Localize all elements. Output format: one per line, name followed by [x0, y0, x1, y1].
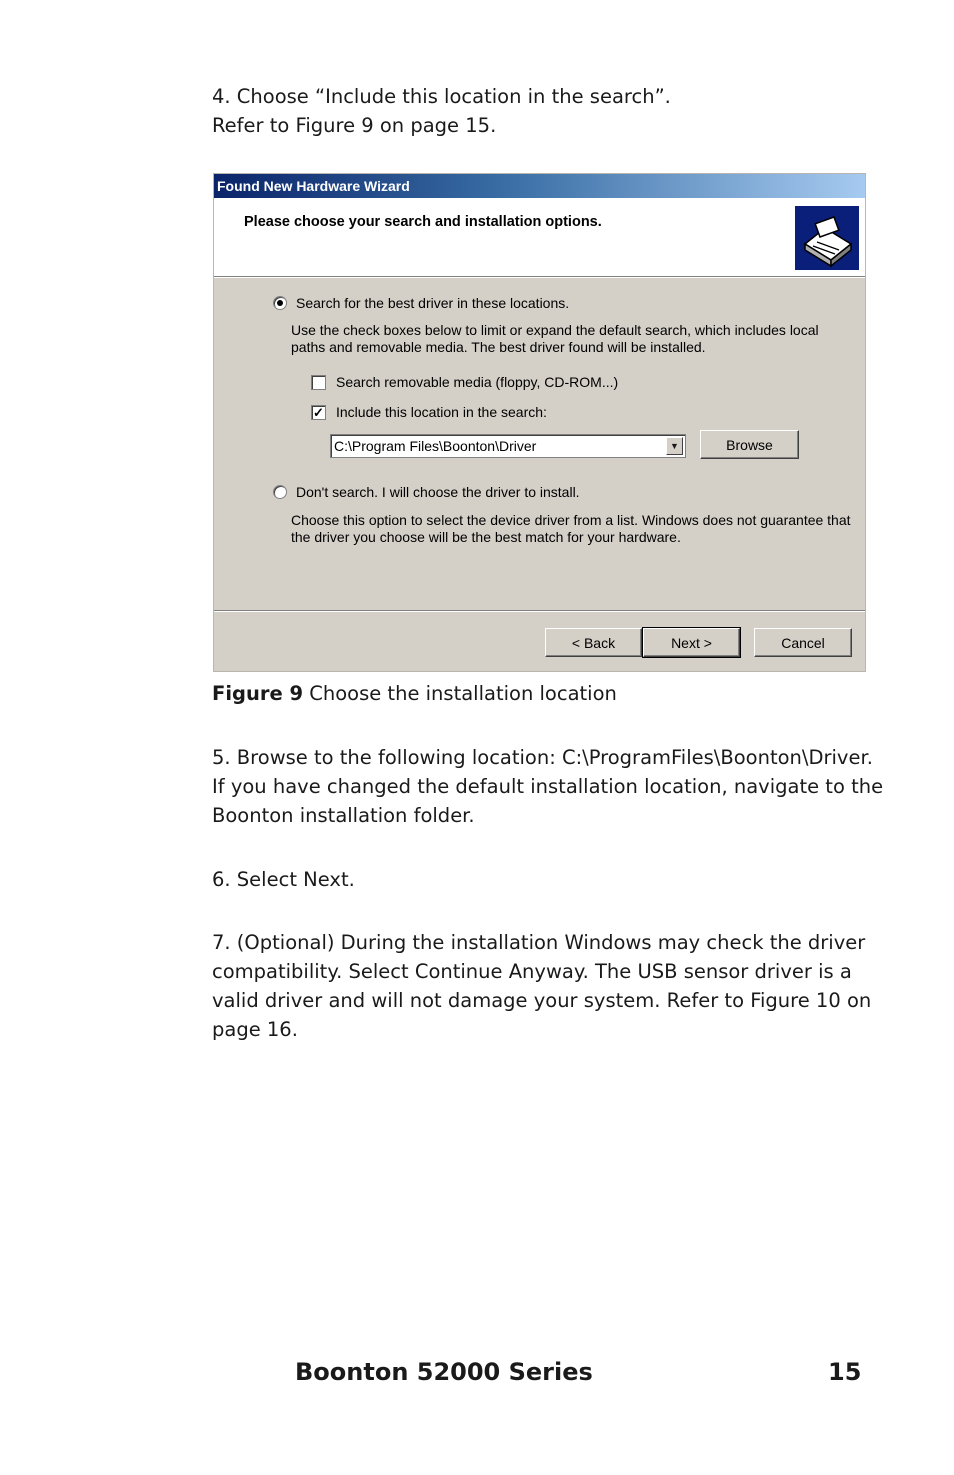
- wizard-title-bar: [214, 174, 865, 198]
- checkbox-include-row[interactable]: [311, 404, 547, 420]
- wizard-title: Found New Hardware Wizard: [217, 178, 410, 194]
- step-4-text: [212, 82, 671, 140]
- step-5-line-2: If you have changed the default installation location, navigate to the: [212, 775, 884, 798]
- step-5-line-1: 5. Browse to the following location: C:\ProgramFiles\Boonton\Driver.: [212, 746, 873, 769]
- footer-separator: [214, 610, 865, 612]
- radio-search-selected-icon[interactable]: [273, 296, 287, 310]
- back-button[interactable]: < Back: [545, 628, 642, 657]
- checkbox-removable-unchecked-icon[interactable]: [311, 375, 326, 390]
- figure-caption: [212, 681, 617, 707]
- option-dont-search-description: [291, 512, 851, 546]
- browse-button[interactable]: Browse: [700, 430, 799, 459]
- step-5-text: [212, 743, 883, 830]
- checkbox-removable-label: Search removable media (floppy, CD-ROM...): [336, 374, 619, 390]
- option-search-label: Search for the best driver in these locations.: [296, 295, 570, 311]
- figure-label: Figure 9: [212, 682, 304, 705]
- radio-dont-search-icon[interactable]: [273, 485, 287, 499]
- step-6-line-1: 6. Select Next.: [212, 868, 355, 891]
- location-combobox[interactable]: [330, 434, 686, 458]
- option-search-description: [291, 322, 819, 356]
- option-dont-search-label: Don't search. I will choose the driver to install.: [296, 484, 580, 500]
- hardware-wizard-icon: [795, 206, 859, 270]
- checkbox-include-checked-icon[interactable]: ✓: [311, 405, 326, 420]
- chevron-down-icon[interactable]: ▼: [666, 437, 683, 455]
- wizard-header: [214, 198, 865, 277]
- option-search-desc-line-1: Use the check boxes below to limit or expand the default search, which includes local: [291, 322, 819, 338]
- option-dont-desc-line-1: Choose this option to select the device driver from a list. Windows does not guarantee that: [291, 512, 851, 528]
- step-4-line-2: Refer to Figure 9 on page 15.: [212, 114, 497, 137]
- step-7-line-4: page 16.: [212, 1018, 298, 1041]
- cancel-button[interactable]: Cancel: [754, 628, 852, 657]
- checkbox-removable-row[interactable]: [311, 374, 618, 390]
- step-5-line-3: Boonton installation folder.: [212, 804, 475, 827]
- location-value: C:\Program Files\Boonton\Driver: [334, 438, 537, 454]
- step-7-text: [212, 928, 871, 1044]
- step-7-line-1: 7. (Optional) During the installation Windows may check the driver: [212, 931, 866, 954]
- footer-page-number: 15: [828, 1358, 862, 1386]
- option-search-desc-line-2: paths and removable media. The best driver found will be installed.: [291, 339, 706, 355]
- found-new-hardware-wizard-figure: [213, 173, 866, 672]
- step-7-line-2: compatibility. Select Continue Anyway. The USB sensor driver is a: [212, 960, 852, 983]
- wizard-header-title: Please choose your search and installation options.: [244, 214, 602, 230]
- step-7-line-3: valid driver and will not damage your system. Refer to Figure 10 on: [212, 989, 872, 1012]
- option-dont-search-row[interactable]: [273, 484, 580, 500]
- step-4-line-1: 4. Choose “Include this location in the search”.: [212, 85, 671, 108]
- option-dont-desc-line-2: the driver you choose will be the best match for your hardware.: [291, 529, 681, 545]
- footer-series-title: Boonton 52000 Series: [295, 1358, 593, 1386]
- step-6-text: [212, 865, 355, 894]
- checkbox-include-label: Include this location in the search:: [336, 404, 547, 420]
- next-button[interactable]: Next >: [643, 628, 740, 657]
- figure-caption-text: Choose the installation location: [303, 682, 617, 705]
- option-search-row[interactable]: [273, 295, 569, 311]
